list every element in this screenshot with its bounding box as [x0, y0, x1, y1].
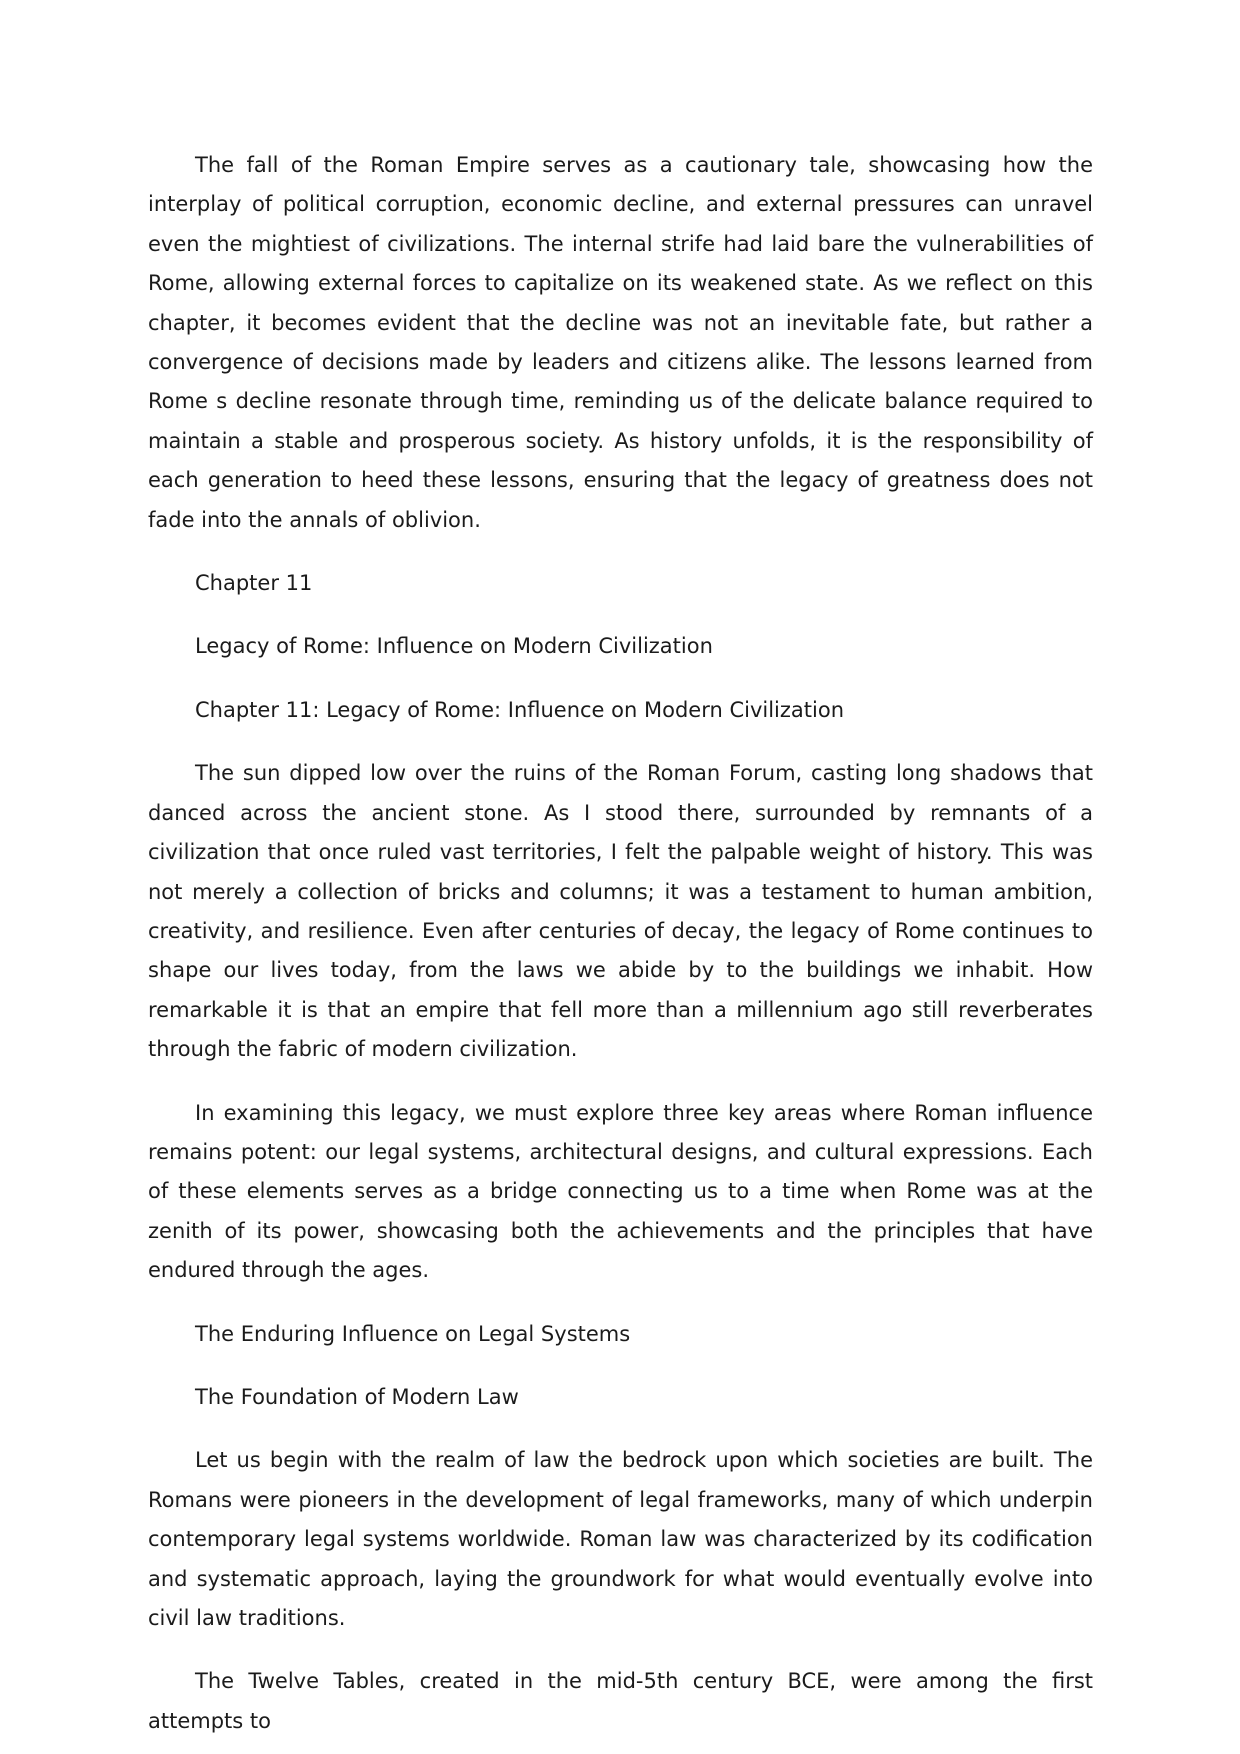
paragraph-three-areas: In examining this legacy, we must explore three key areas where Roman influence remains potent: our legal systems, architectural designs, and cultural expressions. Each of these elements serves as a bridge connecting us to a time when Rome was at the zenith of its power, showcasing both the achievements and the principles that have endured through the ages.: [148, 1100, 1093, 1283]
subsection-heading-foundation: The Foundation of Modern Law: [195, 1384, 519, 1409]
paragraph-law-realm: Let us begin with the realm of law the bedrock upon which societies are built. The Romans were pioneers in the development of legal frameworks, many of which underpin contemporary legal systems worldwide. Roman law was characterized by its codification and systematic approach, laying the groundwork for what would eventually evolve into civil law traditions.: [148, 1448, 1093, 1630]
paragraph-twelve-tables: The Twelve Tables, created in the mid-5th century BCE, were among the first attempts to: [148, 1669, 1093, 1733]
chapter-label: Chapter 11: [195, 571, 313, 596]
chapter-full-title: Chapter 11: Legacy of Rome: Influence on Modern Civilization: [195, 697, 845, 722]
section-heading-legal: The Enduring Influence on Legal Systems: [195, 1321, 631, 1346]
paragraph-forum-intro: The sun dipped low over the ruins of the Roman Forum, casting long shadows that danced across the ancient stone. As I stood there, surrounded by remnants of a civilization that once ruled vast territories, I felt the palpable weight of history. This was not merely a collection of bricks and columns; it was a testament to human ambition, creativity, and resilience. Even after centuries of decay, the legacy of Rome continues to shape our lives today, from the laws we abide by to the buildings we inhabit. How remarkable it is that an empire that fell more than a millennium ago still reverberates through the fabric of modern civilization.: [148, 761, 1093, 1062]
chapter-title: Legacy of Rome: Influence on Modern Civilization: [195, 634, 713, 659]
paragraph-fall-summary: The fall of the Roman Empire serves as a cautionary tale, showcasing how the interplay of political corruption, economic decline, and external pressures can unravel even the mightiest of civilizations. The internal strife had laid bare the vulnerabilities of Rome, allowing external forces to capitalize on its weakened state. As we reflect on this chapter, it becomes evident that the decline was not an inevitable fate, but rather a convergence of decisions made by leaders and citizens alike. The lessons learned from Rome s decline resonate through time, reminding us of the delicate balance required to maintain a stable and prosperous society. As history unfolds, it is the responsibility of each generation to heed these lessons, ensuring that the legacy of greatness does not fade into the annals of oblivion.: [148, 153, 1093, 532]
page-body: [148, 146, 1093, 1741]
